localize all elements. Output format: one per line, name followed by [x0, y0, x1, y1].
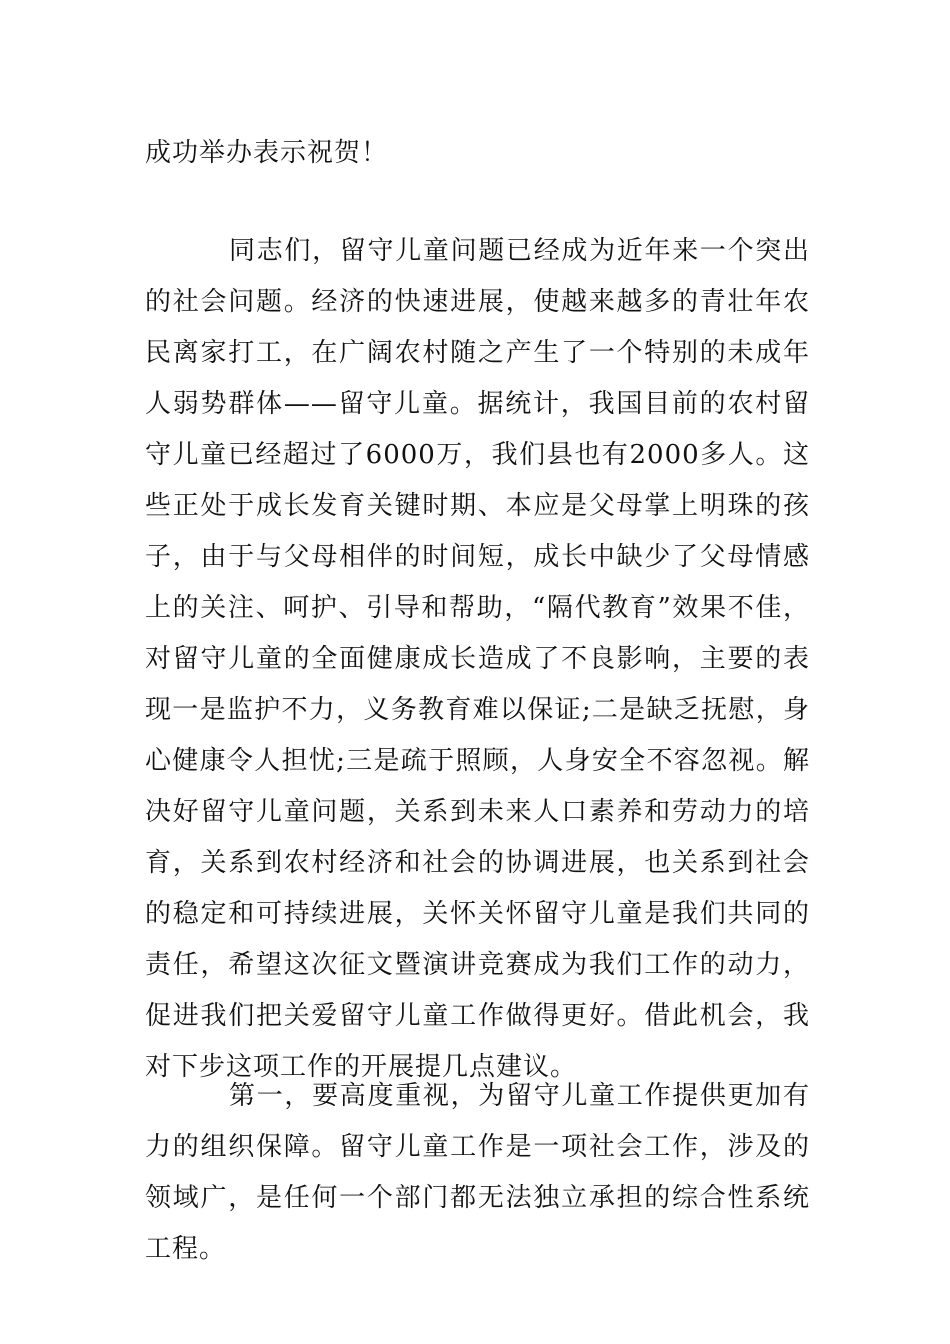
opening-line: 成功举办表示祝贺！ [145, 138, 389, 168]
paragraph-children-issue: 同志们，留守儿童问题已经成为近年来一个突出的社会问题。经济的快速进展，使越来越多的青壮年农民离家打工，在广阔农村随之产生了一个特别的未成年人弱势群体——留守儿童。据统计，我国目前的农村留守儿童已经超过了6000万，我们县也有2000多人。这些正处于成长发育关键时期、本应是父母掌上明珠的孩子，由于与父母相伴的时间短，成长中缺少了父母情感上的关注、呵护、引导和帮助，“隔代教育”效果不佳，对留守儿童的全面健康成长造成了不良影响，主要的表现一是监护不力，义务教育难以保证;二是缺乏抚慰，身心健康令人担忧;三是疏于照顾，人身安全不容忽视。解决好留守儿童问题，关系到未来人口素养和劳动力的培育，关系到农村经济和社会的协调进展，也关系到社会的稳定和可持续进展，关怀关怀留守儿童是我们共同的责任，希望这次征文暨演讲竞赛成为我们工作的动力，促进我们把关爱留守儿童工作做得更好。借此机会，我对下步这项工作的开展提几点建议。 [145, 236, 810, 1082]
paragraph-first-suggestion: 第一，要高度重视，为留守儿童工作提供更加有力的组织保障。留守儿童工作是一项社会工作，涉及的领域广，是任何一个部门都无法独立承担的综合性系统工程。 [145, 1081, 810, 1264]
